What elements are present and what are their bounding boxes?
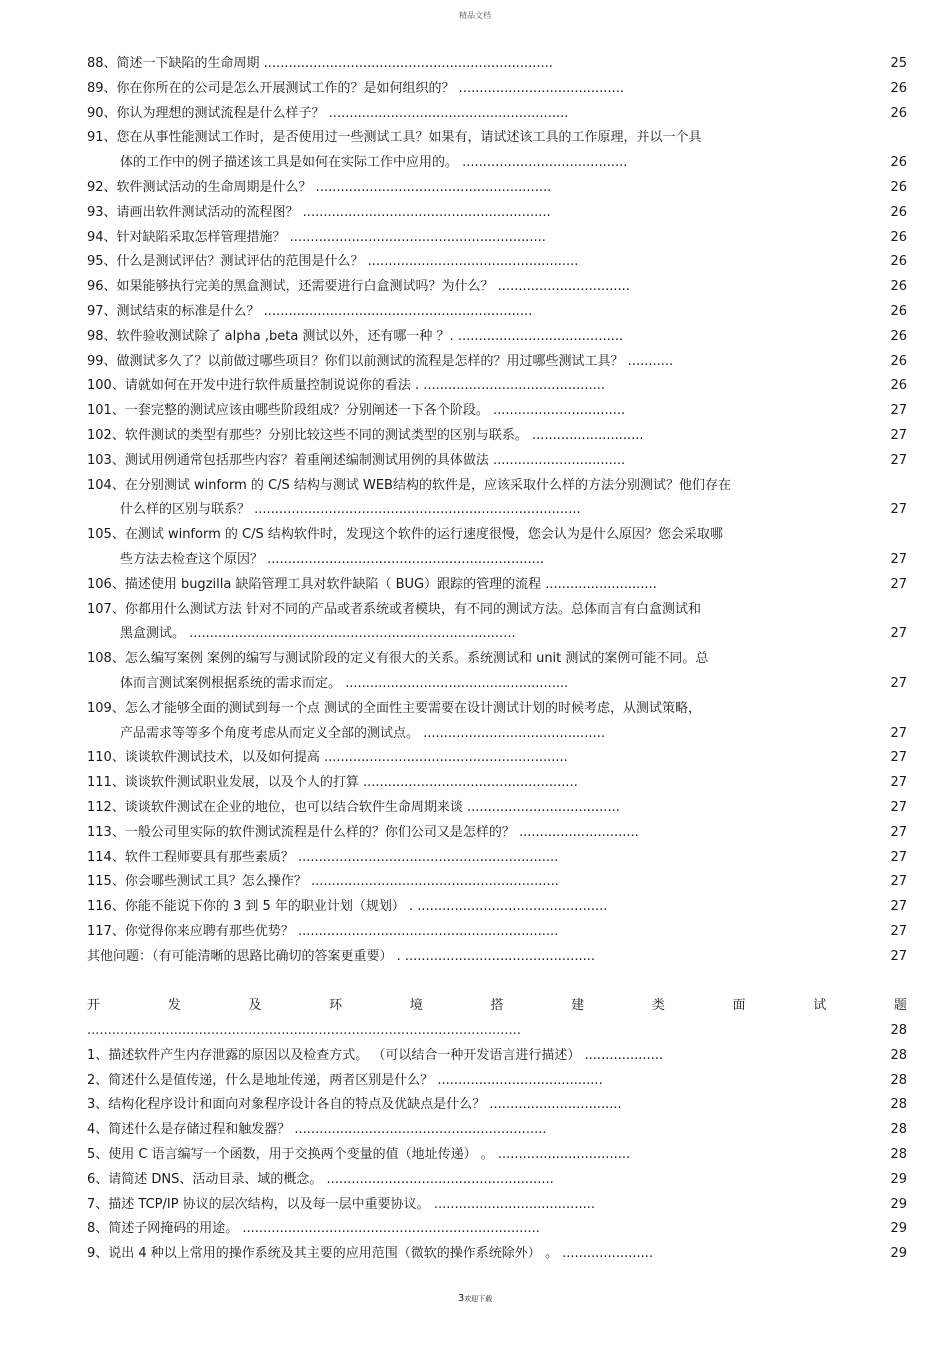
toc-entries-testing: [87, 52, 907, 969]
toc-entry-line: [87, 796, 907, 821]
toc-entry-line: [87, 846, 907, 871]
toc-entry-text: 89、你在你所在的公司是怎么开展测试工作的？是如何组织的？ ........................................: [87, 80, 624, 96]
toc-entry: [87, 474, 907, 524]
toc-entry-page: 28: [890, 1147, 907, 1163]
section-page: 28: [890, 1023, 907, 1039]
toc-entry-line: [87, 523, 907, 548]
section-title-char: 建: [571, 998, 585, 1014]
toc-entry-page: 27: [890, 923, 907, 939]
toc-entry-page: 26: [890, 328, 907, 344]
toc-entry-page: 27: [890, 775, 907, 791]
toc-entry: [87, 226, 907, 251]
toc-entry-page: 27: [890, 799, 907, 815]
toc-entry: [87, 945, 907, 970]
toc-entry-line: [87, 399, 907, 424]
toc-entry-line: [87, 573, 907, 598]
toc-entry-line: [87, 126, 907, 151]
toc-entry-text: 100、请就如何在开发中进行软件质量控制说说你的看法 . ............................................: [87, 378, 606, 394]
toc-entry-text: 产品需求等等多个角度考虑从而定义全部的测试点。 ............................................: [120, 725, 605, 741]
toc-entry-line: [87, 1044, 907, 1069]
toc-entry-text: 111、谈谈软件测试职业发展，以及个人的打算 ....................................................: [87, 775, 578, 791]
toc-entry-page: 27: [890, 675, 907, 691]
toc-entry-line: [87, 151, 907, 176]
table-of-contents: [87, 52, 907, 1267]
toc-entry-page: 28: [890, 1097, 907, 1113]
toc-entry: [87, 920, 907, 945]
toc-entry-text: 96、如果能够执行完美的黑盒测试，还需要进行白盒测试吗？为什么？ ................................: [87, 279, 630, 295]
toc-entry: [87, 1044, 907, 1069]
toc-entry-text: 94、针对缺陷采取怎样管理措施？ ..............................................................: [87, 229, 546, 245]
toc-entry-page: 29: [890, 1171, 907, 1187]
toc-entry-page: 26: [890, 353, 907, 369]
footer-page-number: 3: [457, 1293, 465, 1304]
toc-entry: [87, 573, 907, 598]
toc-entry-page: 26: [890, 155, 907, 171]
footer-label: 欢迎下载: [464, 1295, 493, 1303]
toc-entry-page: 26: [890, 378, 907, 394]
toc-entry: [87, 300, 907, 325]
toc-entry: [87, 523, 907, 573]
toc-entry-text: 其他问题：（有可能清晰的思路比确切的答案更重要） . ..............................................: [87, 948, 595, 964]
toc-entry-text: 103、测试用例通常包括那些内容？着重阐述编制测试用例的具体做法 ................................: [87, 452, 626, 468]
toc-entry: [87, 250, 907, 275]
toc-entry-page: 29: [890, 1221, 907, 1237]
toc-entry-line: [87, 498, 907, 523]
toc-entry-text: 93、请画出软件测试活动的流程图？ ............................................................: [87, 204, 551, 220]
toc-entry-text: 113、一般公司里实际的软件测试流程是什么样的？你们公司又是怎样的？ .............................: [87, 824, 639, 840]
toc-entry-line: [87, 77, 907, 102]
toc-entry-text: 5、使用 C 语言编写一个函数，用于交换两个变量的值（地址传递） 。 ................................: [87, 1147, 631, 1163]
toc-entry-page: 27: [890, 427, 907, 443]
section-title: [87, 994, 907, 1019]
toc-entry-text: 107、你都用什么测试方法 针对不同的产品或者系统或者模块，有不同的测试方法。总体而言有白盒测试和: [87, 601, 701, 617]
toc-entry-line: [87, 598, 907, 623]
toc-entry-page: 29: [890, 1196, 907, 1212]
section-title-char: 及: [248, 998, 262, 1014]
toc-entry-page: 27: [890, 874, 907, 890]
toc-entry-line: [87, 1093, 907, 1118]
toc-entry: [87, 846, 907, 871]
toc-entry-text: 90、你认为理想的测试流程是什么样子？ ..........................................................: [87, 105, 569, 121]
toc-entry-text: 91、您在从事性能测试工作时，是否使用过一些测试工具？如果有，请试述该工具的工作原理，并以一个具: [87, 130, 702, 146]
toc-entry-line: [87, 176, 907, 201]
toc-entry-line: [87, 622, 907, 647]
toc-entry: [87, 102, 907, 127]
toc-entry-line: [87, 325, 907, 350]
section-title-char: 环: [329, 998, 343, 1014]
toc-entry-line: [87, 424, 907, 449]
toc-entry: [87, 176, 907, 201]
section-title-char: 搭: [490, 998, 504, 1014]
toc-entry-line: [87, 449, 907, 474]
toc-entry: [87, 424, 907, 449]
toc-entry: [87, 746, 907, 771]
toc-entry-page: 27: [890, 403, 907, 419]
toc-entry-page: 27: [890, 849, 907, 865]
toc-entry-page: 26: [890, 179, 907, 195]
toc-entry-text: 3、结构化程序设计和面向对象程序设计各自的特点及优缺点是什么？ ................................: [87, 1097, 622, 1113]
toc-entry: [87, 1118, 907, 1143]
toc-entry-page: 26: [890, 80, 907, 96]
toc-entry-line: [87, 374, 907, 399]
toc-entry-line: [87, 300, 907, 325]
toc-entry-line: [87, 52, 907, 77]
toc-entry: [87, 771, 907, 796]
toc-entry-line: [87, 895, 907, 920]
toc-entry-text: 114、软件工程师要具有那些素质？ ...............................................................: [87, 849, 559, 865]
toc-entry-text: 109、怎么才能够全面的测试到每一个点 测试的全面性主要需要在设计测试计划的时候考虑，从测试策略，: [87, 700, 701, 716]
toc-entry-line: [87, 672, 907, 697]
toc-entry-text: 101、一套完整的测试应该由哪些阶段组成？分别阐述一下各个阶段。 ................................: [87, 403, 626, 419]
page-header: 精品文档: [459, 11, 491, 20]
toc-entry-line: [87, 1193, 907, 1218]
section-title-char: 发: [167, 998, 181, 1014]
toc-entry-line: [87, 1143, 907, 1168]
toc-entry: [87, 77, 907, 102]
toc-entry-line: [87, 275, 907, 300]
toc-entry-text: 98、软件验收测试除了 alpha ,beta 测试以外，还有哪一种 ？. ........................................: [87, 328, 624, 344]
toc-entry: [87, 895, 907, 920]
toc-entry-line: [87, 746, 907, 771]
toc-entry-page: 27: [890, 576, 907, 592]
toc-entry-page: 26: [890, 204, 907, 220]
toc-entry-text: 1、描述软件产生内存泄露的原因以及检查方式。 （可以结合一种开发语言进行描述） ...................: [87, 1047, 664, 1063]
toc-entry-text: 88、简述一下缺陷的生命周期 ......................................................................: [87, 56, 553, 71]
toc-entry-page: 26: [890, 279, 907, 295]
toc-entry-text: 102、软件测试的类型有那些？分别比较这些不同的测试类型的区别与联系。 ...........................: [87, 427, 644, 443]
toc-entry-line: [87, 920, 907, 945]
toc-entry-line: [87, 1069, 907, 1094]
toc-entry-text: 112、谈谈软件测试在企业的地位，也可以结合软件生命周期来谈 .....................................: [87, 799, 620, 815]
toc-entry: [87, 325, 907, 350]
toc-entry-text: 什么样的区别与联系？ ...............................................................................: [120, 502, 581, 518]
toc-entry-page: 28: [890, 1072, 907, 1088]
toc-entry: [87, 1242, 907, 1267]
toc-entries-dev-env: [87, 1044, 907, 1267]
section-title-char: 试: [813, 998, 827, 1014]
toc-entry-page: 27: [890, 899, 907, 915]
toc-entry: [87, 647, 907, 697]
toc-entry: [87, 870, 907, 895]
toc-entry-text: 115、你会哪些测试工具？怎么操作？ ............................................................: [87, 874, 559, 890]
toc-entry: [87, 201, 907, 226]
toc-entry-line: [87, 1242, 907, 1267]
toc-entry-text: 92、软件测试活动的生命周期是什么？ .........................................................: [87, 179, 552, 195]
toc-entry: [87, 821, 907, 846]
toc-entry-text: 体的工作中的例子描述该工具是如何在实际工作中应用的。 ........................................: [120, 155, 628, 171]
toc-entry-line: [87, 771, 907, 796]
toc-entry-text: 95、什么是测试评估？测试评估的范围是什么？ ...................................................: [87, 254, 579, 270]
toc-entry-text: 97、测试结束的标准是什么？ .................................................................: [87, 303, 533, 319]
toc-entry-text: 6、请简述 DNS、活动目录、域的概念。 .......................................................: [87, 1171, 554, 1187]
toc-entry-page: 29: [890, 1246, 907, 1262]
toc-entry-text: 体而言测试案例根据系统的需求而定。 ......................................................: [120, 675, 569, 691]
section-title-char: 面: [732, 998, 746, 1014]
toc-entry: [87, 52, 907, 77]
toc-entry-text: 4、简述什么是存储过程和触发器？ .............................................................: [87, 1122, 547, 1138]
toc-entry-line: [87, 350, 907, 375]
toc-entry: [87, 1069, 907, 1094]
section-title-char: 境: [409, 998, 423, 1014]
toc-entry-line: [87, 1168, 907, 1193]
toc-entry-line: [87, 647, 907, 672]
toc-entry: [87, 1193, 907, 1218]
toc-entry-page: 26: [890, 229, 907, 245]
toc-entry: [87, 598, 907, 648]
toc-entry-line: [87, 722, 907, 747]
toc-entry-page: 25: [890, 56, 907, 71]
section-title-char: 开: [87, 998, 101, 1014]
toc-entry-page: 28: [890, 1047, 907, 1063]
section-title-char: 题: [893, 998, 907, 1014]
toc-entry-page: 26: [890, 254, 907, 270]
toc-entry-line: [87, 1217, 907, 1242]
toc-entry-text: 2、简述什么是值传递，什么是地址传递，两者区别是什么？ ........................................: [87, 1072, 603, 1088]
toc-entry-page: 28: [890, 1122, 907, 1138]
toc-entry-page: 26: [890, 303, 907, 319]
toc-entry-line: [87, 250, 907, 275]
toc-entry-line: [87, 821, 907, 846]
toc-entry-line: [87, 226, 907, 251]
toc-entry-page: 27: [890, 948, 907, 964]
section-title-leader: [87, 1019, 907, 1044]
toc-entry-line: [87, 1118, 907, 1143]
toc-entry-line: [87, 102, 907, 127]
toc-entry: [87, 1143, 907, 1168]
toc-entry-text: 8、简述子网掩码的用途。 ........................................................................: [87, 1221, 540, 1237]
toc-entry: [87, 1093, 907, 1118]
toc-entry: [87, 449, 907, 474]
toc-entry: [87, 697, 907, 747]
toc-entry-page: 27: [890, 452, 907, 468]
toc-entry-text: 117、你觉得你来应聘有那些优势？ ...............................................................: [87, 923, 559, 939]
toc-entry-text: 110、谈谈软件测试技术，以及如何提高 ...........................................................: [87, 750, 568, 766]
toc-entry: [87, 126, 907, 176]
section-dots: .........................................................................................................: [87, 1023, 521, 1039]
toc-entry-text: 7、描述 TCP/IP 协议的层次结构，以及每一层中重要协议。 .......................................: [87, 1196, 595, 1212]
toc-entry-line: [87, 697, 907, 722]
toc-entry: [87, 796, 907, 821]
toc-entry-line: [87, 870, 907, 895]
toc-entry-text: 116、你能不能说下你的 3 到 5 年的职业计划（规划） . ..............................................: [87, 899, 608, 915]
toc-entry-text: 106、描述使用 bugzilla 缺陷管理工具对软件缺陷（ BUG）跟踪的管理的流程 ...........................: [87, 576, 657, 592]
toc-entry-text: 些方法去检查这个原因？ ...................................................................: [120, 551, 544, 567]
section-title-char: 类: [651, 998, 665, 1014]
toc-entry-page: 27: [890, 551, 907, 567]
toc-entry-text: 108、怎么编写案例 案例的编写与测试阶段的定义有很大的关系。系统测试和 unit 测试的案例可能不同。总: [87, 651, 709, 667]
toc-entry-page: 27: [890, 750, 907, 766]
toc-entry-text: 99、做测试多久了？以前做过哪些项目？你们以前测试的流程是怎样的？用过哪些测试工具？ ...........: [87, 353, 674, 369]
toc-entry-page: 27: [890, 502, 907, 518]
toc-entry-page: 27: [890, 725, 907, 741]
toc-entry-line: [87, 945, 907, 970]
toc-entry-text: 104、在分别测试 winform 的 C/S 结构与测试 WEB结构的软件是，应该采取什么样的方法分别测试？他们存在: [87, 477, 731, 493]
toc-entry-line: [87, 548, 907, 573]
toc-entry: [87, 1217, 907, 1242]
toc-entry: [87, 1168, 907, 1193]
toc-entry-text: 9、说出 4 种以上常用的操作系统及其主要的应用范围（微软的操作系统除外） 。 ......................: [87, 1246, 653, 1262]
toc-entry: [87, 374, 907, 399]
toc-entry-page: 26: [890, 105, 907, 121]
toc-entry: [87, 399, 907, 424]
toc-entry-page: 27: [890, 626, 907, 642]
toc-entry-line: [87, 474, 907, 499]
toc-entry-text: 105、在测试 winform 的 C/S 结构软件时，发现这个软件的运行速度很慢，您会认为是什么原因？您会采取哪: [87, 527, 723, 543]
toc-entry-text: 黑盒测试。 ...............................................................................: [120, 626, 516, 642]
toc-entry-line: [87, 201, 907, 226]
toc-entry: [87, 350, 907, 375]
toc-entry: [87, 275, 907, 300]
toc-entry-page: 27: [890, 824, 907, 840]
page-footer: [0, 1293, 950, 1304]
